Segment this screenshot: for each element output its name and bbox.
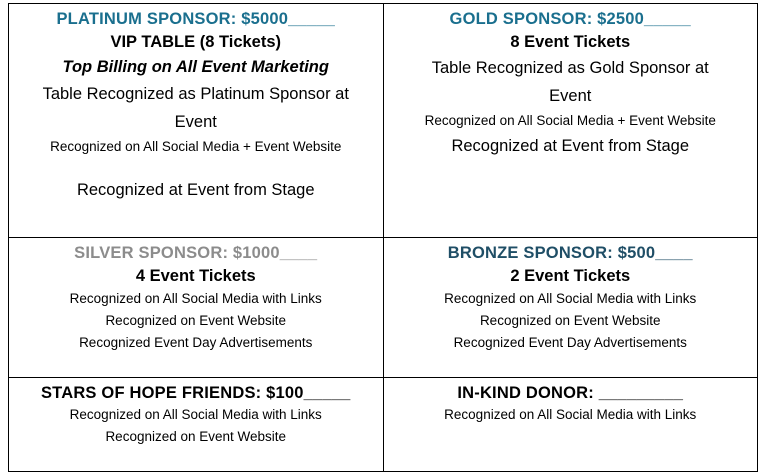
platinum-line-2: Top Billing on All Event Marketing bbox=[62, 58, 329, 76]
bronze-line-2: Recognized on All Social Media with Links bbox=[444, 291, 697, 306]
gold-title: GOLD SPONSOR: $2500_____ bbox=[449, 10, 691, 28]
silver-line-1: 4 Event Tickets bbox=[135, 267, 256, 285]
gold-line-2: Table Recognized as Gold Sponsor at bbox=[431, 59, 709, 77]
inkind-line-1: Recognized on All Social Media with Links bbox=[444, 407, 697, 422]
silver-line-2: Recognized on All Social Media with Links bbox=[69, 291, 322, 306]
bronze-line-3: Recognized on Event Website bbox=[479, 313, 661, 328]
silver-cell bbox=[9, 238, 384, 378]
sponsorship-table bbox=[8, 3, 758, 472]
bronze-line-4: Recognized Event Day Advertisements bbox=[453, 335, 687, 350]
platinum-cell bbox=[9, 4, 384, 238]
inkind-title: IN-KIND DONOR: _________ bbox=[457, 384, 684, 402]
platinum-title: PLATINUM SPONSOR: $5000_____ bbox=[56, 10, 336, 28]
friends-line-1: Recognized on All Social Media with Links bbox=[69, 407, 322, 422]
friends-line-2: Recognized on Event Website bbox=[105, 429, 287, 444]
silver-line-3: Recognized on Event Website bbox=[105, 313, 287, 328]
gold-line-1: 8 Event Tickets bbox=[510, 33, 631, 51]
inkind-cell bbox=[383, 378, 758, 472]
gold-cell bbox=[383, 4, 758, 238]
bronze-line-1: 2 Event Tickets bbox=[510, 267, 631, 285]
platinum-line-1: VIP TABLE (8 Tickets) bbox=[110, 33, 282, 51]
bronze-title: BRONZE SPONSOR: $500____ bbox=[447, 244, 693, 262]
platinum-line-3: Table Recognized as Platinum Sponsor at bbox=[42, 85, 349, 103]
bronze-cell bbox=[383, 238, 758, 378]
friends-title: STARS OF HOPE FRIENDS: $100_____ bbox=[40, 384, 351, 402]
platinum-line-4: Event bbox=[174, 113, 217, 131]
silver-line-4: Recognized Event Day Advertisements bbox=[79, 335, 313, 350]
silver-title: SILVER SPONSOR: $1000____ bbox=[74, 244, 318, 262]
gold-line-5: Recognized at Event from Stage bbox=[451, 137, 690, 155]
friends-cell bbox=[9, 378, 384, 472]
platinum-line-6: Recognized at Event from Stage bbox=[76, 181, 315, 199]
platinum-line-5: Recognized on All Social Media + Event Website bbox=[50, 139, 342, 154]
platinum-spacer bbox=[13, 158, 379, 176]
gold-line-4: Recognized on All Social Media + Event Website bbox=[424, 113, 716, 128]
gold-line-3: Event bbox=[549, 87, 592, 105]
